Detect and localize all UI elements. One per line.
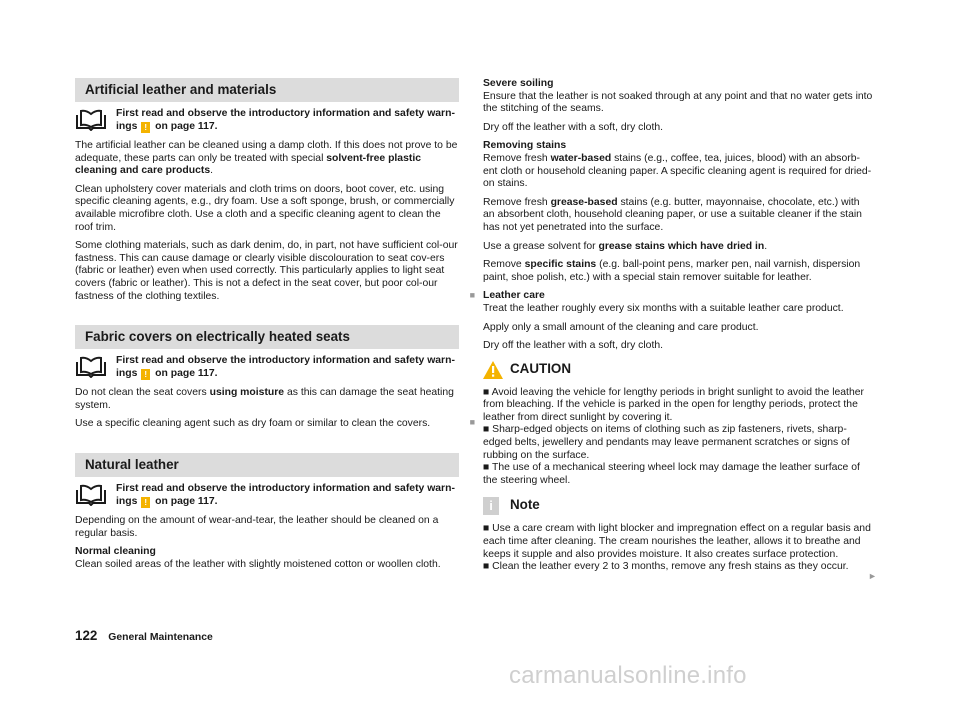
note-header: [483, 497, 873, 519]
warning-icon: !: [141, 122, 150, 133]
paragraph: [483, 259, 873, 284]
paragraph: [483, 78, 873, 116]
intro-reference: [75, 108, 459, 134]
paragraph: [483, 140, 873, 190]
watermark: carmanualsonline.info: [509, 662, 747, 689]
text: Use a specific cleaning agent such as dry foam or similar to clean the covers.: [75, 418, 431, 430]
text: Use a grease solvent for: [483, 240, 596, 252]
text: Remove fresh: [483, 152, 548, 164]
emphasis-text: specific stains: [524, 259, 597, 271]
note-item: ■ Clean the leather every 2 to 3 months, remove any fresh stains as they occur.: [483, 561, 849, 573]
caution-item: ■ Sharp-edged objects on items of clothing such as zip fasteners, rivets, sharp-edged belts, jewellery and pendants may leave permanent scratches or signs of rubbing on the surface.: [483, 424, 850, 461]
section-end-icon: ■: [469, 289, 475, 300]
intro-reference: [75, 483, 459, 509]
book-icon: [75, 484, 107, 506]
intro-reference: [75, 355, 459, 381]
text: Remove fresh: [483, 196, 548, 208]
text: Remove: [483, 259, 522, 271]
text: Do not clean the seat covers: [75, 387, 207, 399]
caution-label: CAUTION: [510, 360, 571, 376]
caution-item: ■ The use of a mechanical steering wheel lock may damage the leather surface of the steering wheel.: [483, 462, 860, 486]
paragraph: [75, 546, 459, 571]
paragraph: [75, 240, 475, 303]
text: (e.g. ball-point pens, marker pen, nail varnish, dispersion paint, shoe polish, etc.) with a special stain remover suitable for leather.: [483, 259, 861, 283]
paragraph: Clean upholstery cover materials and cloth trims on doors, boot cover, etc. using specific cleaning agents, e.g., dry foam. Use a soft sponge, brush, or commercially available microfibre cloth. Use a cloth and a specific cleaning agent to clean the roof trim.: [75, 183, 455, 233]
section-title-fabric-covers: Fabric covers on electrically heated seats: [75, 325, 459, 349]
page-reference-link[interactable]: on page 117.: [155, 367, 218, 379]
caution-header: [483, 361, 873, 383]
subheading: Leather care: [483, 290, 545, 302]
text: Clean soiled areas of the leather with slightly moistened cotton or woollen cloth.: [75, 558, 441, 570]
emphasis-text: solvent-free plastic cleaning and care products: [75, 152, 421, 177]
paragraph: Dry off the leather with a soft, dry cloth.: [483, 121, 663, 133]
intro-reference-text: First read and observe the introductory information and safety warn-ings: [116, 482, 455, 507]
text: as this can damage the seat heating system.: [75, 387, 454, 411]
paragraph: [483, 241, 873, 254]
page-number: 122: [75, 628, 98, 643]
right-column: [483, 78, 873, 574]
warning-icon: !: [141, 369, 150, 380]
paragraph: Dry off the leather with a soft, dry cloth.: [483, 340, 663, 352]
intro-reference-text: First read and observe the introductory information and safety warn-ings: [116, 108, 455, 132]
footer-section-title: General Maintenance: [108, 632, 213, 643]
warning-icon: !: [141, 497, 150, 508]
page-footer: [75, 630, 213, 645]
section-title-artificial-leather: Artificial leather and materials: [75, 78, 459, 102]
paragraph: [75, 140, 459, 178]
note-item: ■ Use a care cream with light blocker and impregnation effect on a regular basis and each time after cleaning. The cream nourishes the leather, allows it to breathe and keeps it supple and also provides moisture. It also creates surface protection.: [483, 523, 871, 560]
paragraph: Apply only a small amount of the cleaning and care product.: [483, 321, 759, 333]
note-label: Note: [510, 497, 540, 513]
text: .: [764, 240, 768, 252]
emphasis-text: grease-based: [550, 196, 618, 208]
paragraph: [483, 197, 873, 235]
paragraph: Depending on the amount of wear-and-tear, the leather should be cleaned on a regular basis.: [75, 514, 439, 539]
text: Ensure that the leather is not soaked through at any point and that no water gets into the stitching of the seams.: [483, 90, 873, 115]
book-icon: [75, 356, 107, 378]
page-reference-link[interactable]: on page 117.: [155, 495, 218, 507]
caution-item: ■ Avoid leaving the vehicle for lengthy periods in bright sunlight to avoid the leather from bleaching. If the vehicle is parked in the open for lengthy periods, protect the leather from direct sunlight by covering it.: [483, 386, 864, 423]
page-reference-link[interactable]: on page 117.: [155, 120, 218, 132]
continue-arrow-icon: ►: [868, 571, 877, 581]
text: The artificial leather can be cleaned using a damp cloth. If this does not prove to be adequate, these parts can only be treated with special: [75, 140, 458, 164]
subheading: Severe soiling: [483, 78, 554, 89]
emphasis-text: water-based: [550, 152, 612, 164]
intro-reference-text: First read and observe the introductory information and safety warn-ings: [116, 355, 455, 379]
subheading: Removing stains: [483, 140, 567, 152]
section-title-natural-leather: Natural leather: [75, 453, 459, 477]
paragraph: [483, 290, 873, 315]
subheading: Normal cleaning: [75, 546, 156, 558]
left-column: [75, 78, 475, 571]
info-icon: i: [483, 497, 499, 515]
emphasis-text: using moisture: [209, 387, 285, 399]
section-end-icon: ■: [469, 417, 475, 428]
text: .: [210, 165, 214, 177]
paragraph: [75, 387, 459, 412]
text: stains (e.g. butter, mayonnaise, chocolate, etc.) with an absorbent cloth, household cleaning paper, or use a suitable cleaner if the stain has not yet penetrated into the surface.: [483, 196, 862, 233]
text: stains (e.g., coffee, tea, juices, blood) with an absorb-ent cloth or household cleaning paper. A specific cleaning agent is required for dried-on stains.: [483, 152, 872, 190]
paragraph: [75, 417, 475, 431]
text: Some clothing materials, such as dark denim, do, in part, not have sufficient col-our fastness. This can cause damage or clearly visible discolouration to seat cov-ers (fabric or leather) even when used correctly. This particularly applies to light seat covers (fabric or leather). This is not a defect in the seat cover, but poor col-our fastness of the clothing textiles.: [75, 240, 458, 302]
caution-icon: [483, 361, 503, 379]
book-icon: [75, 109, 107, 131]
emphasis-text: grease stains which have dried in: [598, 240, 765, 252]
text: Treat the leather roughly every six months with a suitable leather care product.: [483, 302, 844, 314]
